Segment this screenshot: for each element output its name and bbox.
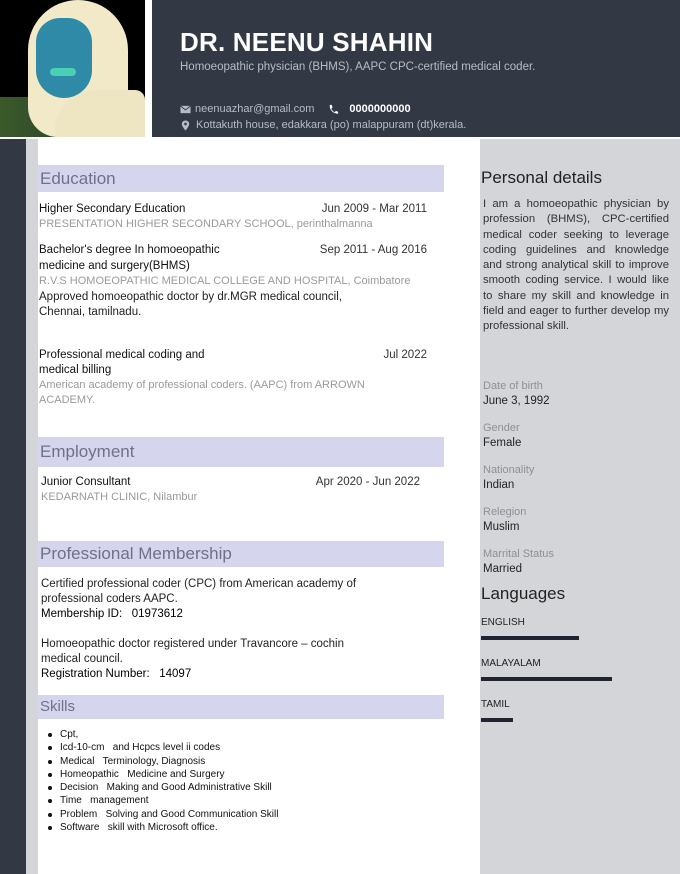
registration-value: 14097 [159,668,192,680]
education-title-cont: medicine and surgery(BHMS) [39,260,190,272]
skill-item: Decision Making and Good Administrative Skill [48,781,278,794]
skill-item: Cpt, [48,728,278,741]
tagline: Homoeopathic physician (BHMS), AAPC CPC-certified medical coder. [180,61,536,73]
detail-label-nationality: Nationality [483,464,535,476]
detail-value-gender: Female [483,437,522,449]
header-banner [152,0,680,137]
registration-desc-cont: medical council. [41,653,123,665]
envelope-icon [180,104,191,115]
skill-item: Icd-10-cm and Hcpcs level ii codes [48,741,278,754]
education-institution: American academy of professional coders. (AAPC) from ARROWN [39,379,365,391]
education-description: Approved homoeopathic doctor by dr.MGR medical council, [39,291,342,303]
education-title: Professional medical coding and [39,349,205,361]
skills-list [48,728,278,834]
personal-details-title: Personal details [481,168,602,187]
education-date: Jul 2022 [383,349,427,361]
education-date: Sep 2011 - Aug 2016 [319,244,427,256]
left-light-strip [26,139,38,874]
job-title: Junior Consultant [41,476,131,488]
skill-item: Problem Solving and Good Communication Skill [48,808,278,821]
languages-title: Languages [481,584,566,603]
language-proficiency-bar [481,677,612,681]
section-header-education: Education [38,165,444,192]
registration-label: Registration Number: [41,668,150,680]
section-header-skills: Skills [38,695,444,719]
detail-label-marital: Marrital Status [483,548,554,560]
education-title-cont: medical billing [39,364,112,376]
address-text: Kottakuth house, edakkara (po) malappuram (dt)kerala. [196,119,467,131]
language-name: ENGLISH [481,617,525,628]
email-link[interactable]: neenuazhar@gmail.com [195,103,315,115]
education-institution-cont: ACADEMY. [39,394,96,406]
map-pin-icon [180,120,191,131]
skill-item: Software skill with Microsoft office. [48,821,278,834]
membership-id-label: Membership ID: [41,608,123,620]
education-title: Bachelor's degree In homoeopathic [39,244,220,256]
person-name: DR. NEENU SHAHIN [180,27,434,57]
education-description-cont: Chennai, tamilnadu. [39,306,142,318]
skill-item: Time management [48,794,278,807]
main-column [38,139,480,874]
education-institution: R.V.S HOMOEOPATHIC MEDICAL COLLEGE AND HOSPITAL, Coimbatore [39,275,411,287]
profile-photo [0,0,145,137]
language-name: TAMIL [481,699,510,710]
registration-row [41,667,421,682]
detail-label-gender: Gender [483,422,520,434]
education-institution: PRESENTATION HIGHER SECONDARY SCHOOL, perinthalmanna [39,218,373,230]
membership-id-value: 01973612 [131,608,183,620]
membership-id-row [41,607,421,622]
detail-value-marital: Married [483,563,522,575]
skill-item: Medical Terminology, Diagnosis [48,755,278,768]
language-proficiency-bar [481,636,579,640]
language-name: MALAYALAM [481,658,541,669]
about-paragraph: I am a homoeopathic physician by profession (BHMS), CPC-certified medical coder seeking to leverage coding guidelines and knowledge and strong analytical skill to improve smooth coding service. I would like to share my skill and knowledge in field and eager to further develop my professional skill. [483,198,669,333]
membership-cpc-cont: professional coders AAPC. [41,593,178,605]
right-sidebar [480,139,680,874]
job-organization: KEDARNATH CLINIC, Nilambur [41,491,198,503]
education-date: Jun 2009 - Mar 2011 [321,203,427,215]
registration-desc: Homoeopathic doctor registered under Travancore – cochin [41,638,345,650]
education-title: Higher Secondary Education [39,203,186,215]
phone-icon [328,104,339,115]
left-accent-strip [0,139,26,874]
phone-number[interactable]: 0000000000 [349,103,411,115]
section-header-membership: Professional Membership [38,541,444,567]
detail-label-religion: Relegion [483,506,527,518]
detail-label-dob: Date of birth [483,380,543,392]
contact-line [180,103,411,115]
address-line [180,119,466,131]
language-proficiency-bar [481,718,513,722]
job-date: Apr 2020 - Jun 2022 [315,476,420,488]
skill-item: Homeopathic Medicine and Surgery [48,768,278,781]
section-header-employment: Employment [38,437,444,467]
detail-value-religion: Muslim [483,521,520,533]
detail-value-dob: June 3, 1992 [483,395,550,407]
detail-value-nationality: Indian [483,479,515,491]
membership-cpc: Certified professional coder (CPC) from American academy of [41,578,357,590]
